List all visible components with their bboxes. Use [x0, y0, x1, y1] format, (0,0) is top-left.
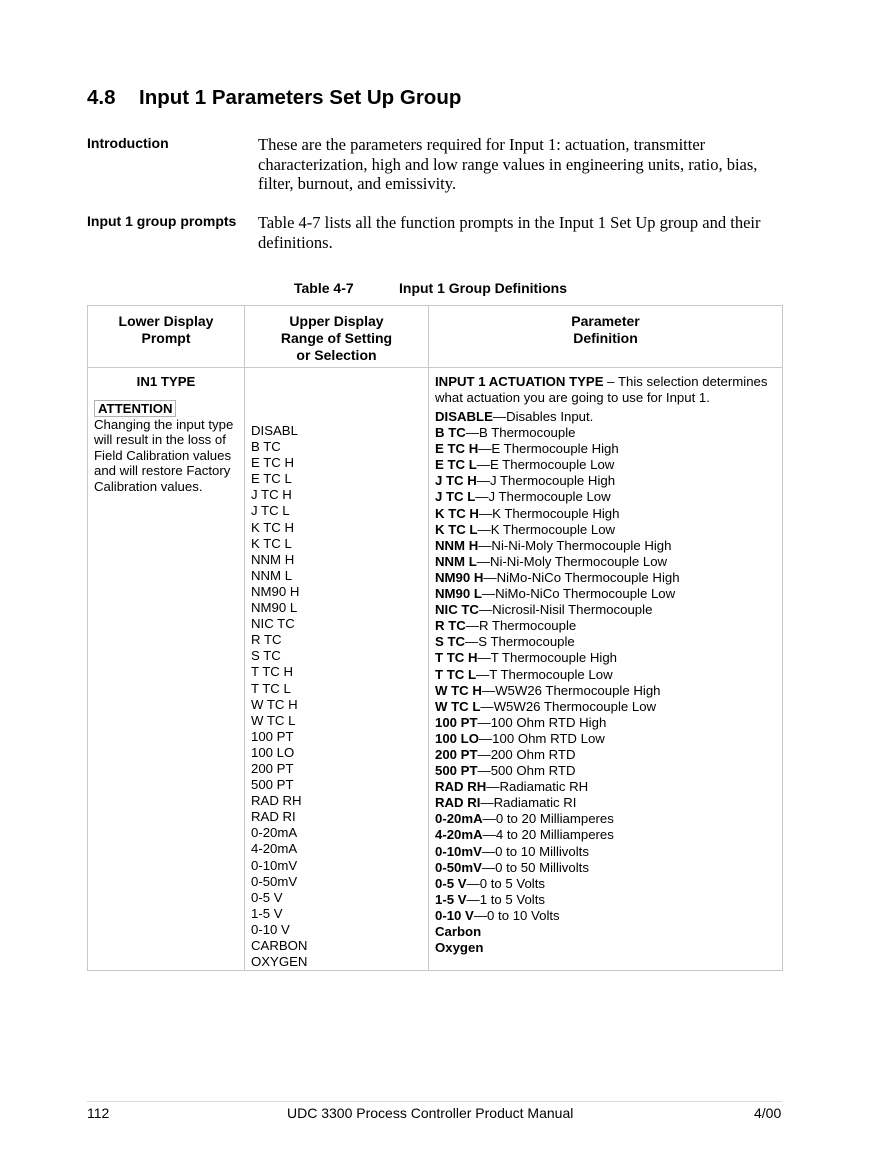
selection-item: NIC TC [251, 616, 295, 632]
selection-item: T TC H [251, 664, 294, 680]
definition-description: —E Thermocouple Low [476, 457, 615, 473]
definition-term: NNM H [435, 537, 479, 553]
definition-term: Carbon [435, 924, 482, 939]
definition-description: —Disables Input. [492, 409, 594, 424]
selection-item: 4-20mA [251, 841, 298, 857]
definition-item [435, 650, 776, 666]
definition-description: —T Thermocouple Low [476, 666, 613, 682]
header-upper-display [245, 306, 429, 368]
definition-item [435, 811, 776, 827]
definition-item [435, 441, 776, 457]
selection-item: RAD RI [251, 809, 296, 825]
header-line: Upper Display [289, 313, 384, 329]
footer-date: 4/00 [754, 1105, 782, 1121]
definition-term: NM90 H [435, 569, 484, 585]
selection-item: NM90 H [251, 583, 300, 599]
definition-term: E TC L [435, 457, 477, 473]
selection-item: 200 PT [251, 760, 294, 776]
definition-item [435, 715, 776, 731]
definition-item [435, 667, 776, 683]
definition-description: —B Thermocouple [465, 425, 576, 441]
section-heading [87, 86, 461, 110]
definition-term: T TC L [435, 666, 477, 682]
definition-item [435, 409, 776, 425]
definition-term: 0-10 V [435, 907, 474, 923]
definition-item [435, 522, 776, 538]
definition-item [435, 860, 776, 876]
definition-item [435, 683, 776, 699]
definition-item [435, 506, 776, 522]
selection-item: OXYGEN [251, 954, 308, 970]
definition-description: —NiMo-NiCo Thermocouple High [483, 569, 680, 585]
definition-term: RAD RI [435, 795, 481, 811]
definition-description: —S Thermocouple [465, 634, 575, 650]
definition-item [435, 876, 776, 892]
selection-item: NM90 L [251, 600, 298, 616]
table-header-row [88, 306, 783, 368]
definition-item [435, 731, 776, 747]
definition-item [435, 908, 776, 924]
definition-description: —E Thermocouple High [478, 441, 619, 457]
definition-description: —J Thermocouple Low [475, 489, 611, 505]
table-title: Input 1 Group Definitions [399, 280, 567, 296]
definition-term: 0-20mA [435, 811, 483, 827]
definition-term: S TC [435, 634, 466, 650]
section-title: Input 1 Parameters Set Up Group [139, 86, 462, 109]
definition-title: INPUT 1 ACTUATION TYPE [435, 374, 604, 389]
prompt-name: IN1 TYPE [136, 374, 196, 389]
definition-term: W TC L [435, 698, 481, 714]
definition-description: —Radiamatic RH [486, 779, 589, 795]
definition-term: E TC H [435, 441, 479, 457]
definition-term: 0-50mV [435, 859, 482, 875]
header-line: or Selection [296, 347, 377, 363]
definition-term: 0-5 V [435, 875, 467, 891]
intro-text: These are the parameters required for Input 1: actuation, transmitter characterization, high and low range values in engineering units, ratio, bias, filter, burnout, and emissivity. [258, 135, 758, 193]
definition-description: —K Thermocouple Low [477, 521, 616, 537]
selection-item: T TC L [251, 680, 291, 696]
definition-description: —0 to 50 Millivolts [481, 859, 589, 875]
selection-item: R TC [251, 632, 282, 648]
definition-term: J TC L [435, 489, 476, 505]
definition-description: —0 to 5 Volts [466, 875, 545, 891]
selection-item: 100 PT [251, 728, 294, 744]
selection-item: E TC L [251, 471, 292, 487]
definition-item [435, 489, 776, 505]
selection-item: 500 PT [251, 777, 294, 793]
attention-badge: ATTENTION [94, 400, 176, 417]
table-row [88, 368, 783, 971]
selection-item: W TC L [251, 712, 296, 728]
selection-item: NNM L [251, 567, 293, 583]
selection-item: E TC H [251, 455, 294, 471]
selection-list [251, 423, 422, 970]
selection-item: CARBON [251, 938, 308, 953]
definitions-table [87, 305, 783, 971]
definition-description: —0 to 10 Millivolts [481, 843, 589, 859]
definition-item [435, 827, 776, 843]
definition-item [435, 554, 776, 570]
definition-term: DISABLE [435, 409, 493, 424]
definition-item [435, 634, 776, 650]
definition-description: —NiMo-NiCo Thermocouple Low [481, 586, 676, 602]
definition-description: —Ni-Ni-Moly Thermocouple Low [476, 553, 668, 569]
definition-term: R TC [435, 618, 466, 634]
definition-term: K TC H [435, 505, 479, 521]
definition-description: —W5W26 Thermocouple High [481, 682, 661, 698]
definition-term: 100 LO [435, 730, 479, 746]
definition-item [435, 618, 776, 634]
table-number: Table 4-7 [294, 280, 354, 296]
definition-description: —0 to 20 Milliamperes [482, 811, 614, 827]
definition-intro-text: – This selection determines what actuation you are going to use for Input 1. [435, 374, 768, 405]
definition-item [435, 763, 776, 779]
definition-item [435, 699, 776, 715]
definition-description: —Radiamatic RI [480, 795, 577, 811]
definition-term: K TC L [435, 521, 478, 537]
definition-item [435, 425, 776, 441]
definition-item [435, 586, 776, 602]
selection-item: 0-5 V [251, 889, 283, 905]
definition-description: —J Thermocouple High [476, 473, 616, 489]
definition-item [435, 795, 776, 811]
definition-item [435, 570, 776, 586]
selection-item: 0-10 V [251, 921, 290, 937]
definition-term: NIC TC [435, 602, 479, 618]
group-prompts-label: Input 1 group prompts [87, 213, 237, 229]
selection-item: RAD RH [251, 793, 302, 809]
definition-term: 500 PT [435, 763, 478, 779]
definition-term: T TC H [435, 650, 478, 666]
definition-description: —0 to 10 Volts [473, 907, 560, 923]
footer-manual-title: UDC 3300 Process Controller Product Manual [287, 1105, 574, 1121]
prompt-cell [88, 368, 245, 971]
selections-cell [245, 368, 429, 971]
definition-term: W TC H [435, 682, 482, 698]
header-line: Range of Setting [280, 330, 393, 346]
section-number: 4.8 [87, 86, 116, 109]
header-line: Lower Display [118, 313, 214, 329]
definition-item [435, 844, 776, 860]
selection-item: W TC H [251, 696, 298, 712]
definition-item [435, 602, 776, 618]
definition-term: RAD RH [435, 779, 487, 795]
definition-list [435, 409, 776, 956]
selection-item: 0-50mV [251, 873, 298, 889]
selection-item: B TC [251, 439, 281, 455]
definition-description: —T Thermocouple High [477, 650, 618, 666]
definition-description: —200 Ohm RTD [477, 746, 576, 762]
footer-divider [87, 1101, 782, 1102]
definition-description: —500 Ohm RTD [477, 763, 576, 779]
definition-description: —100 Ohm RTD High [477, 714, 607, 730]
header-line: Definition [573, 330, 638, 346]
definition-description: —W5W26 Thermocouple Low [480, 698, 657, 714]
definition-term: 0-10mV [435, 843, 482, 859]
selection-item: 0-20mA [251, 825, 298, 841]
definition-description: —1 to 5 Volts [466, 891, 545, 907]
selection-item: K TC L [251, 535, 292, 551]
selection-item: K TC H [251, 519, 294, 535]
header-line: Parameter [571, 313, 640, 329]
definition-item [435, 473, 776, 489]
header-parameter-definition [429, 306, 783, 368]
selection-item: 0-10mV [251, 857, 298, 873]
definition-item [435, 924, 776, 940]
selection-item: 100 LO [251, 744, 295, 760]
selection-item: 1-5 V [251, 905, 283, 921]
group-prompts-text: Table 4-7 lists all the function prompts in the Input 1 Set Up group and their definitions. [258, 213, 761, 252]
footer-page-number: 112 [87, 1105, 110, 1121]
definition-term: J TC H [435, 473, 477, 489]
definition-description: —K Thermocouple High [478, 505, 620, 521]
definition-item [435, 892, 776, 908]
definition-item [435, 779, 776, 795]
selection-item: S TC [251, 648, 281, 664]
attention-text: Changing the input type will result in the loss of Field Calibration values and will restore Factory Calibration values. [94, 416, 234, 494]
definition-term: B TC [435, 425, 466, 441]
definition-description: —Nicrosil-Nisil Thermocouple [478, 602, 653, 618]
definition-description: —R Thermocouple [465, 618, 577, 634]
definition-term: 4-20mA [435, 827, 483, 843]
definition-term: 1-5 V [435, 891, 467, 907]
definition-description: —4 to 20 Milliamperes [482, 827, 614, 843]
definition-item [435, 747, 776, 763]
selection-item: J TC H [251, 487, 292, 503]
selection-item: DISABL [251, 423, 298, 438]
definition-intro [435, 374, 776, 406]
definition-term: 100 PT [435, 714, 478, 730]
definition-term: NM90 L [435, 586, 482, 602]
definition-term: 200 PT [435, 746, 478, 762]
definition-item [435, 457, 776, 473]
definition-item [435, 940, 776, 956]
definition-description: —100 Ohm RTD Low [478, 730, 605, 746]
intro-label: Introduction [87, 135, 169, 151]
header-lower-display [88, 306, 245, 368]
definition-term: NNM L [435, 553, 477, 569]
definitions-cell [429, 368, 783, 971]
header-line: Prompt [141, 330, 191, 346]
definition-term: Oxygen [435, 940, 484, 956]
selection-item: NNM H [251, 551, 295, 567]
definition-item [435, 538, 776, 554]
selection-item: J TC L [251, 503, 290, 519]
definition-description: —Ni-Ni-Moly Thermocouple High [478, 537, 672, 553]
